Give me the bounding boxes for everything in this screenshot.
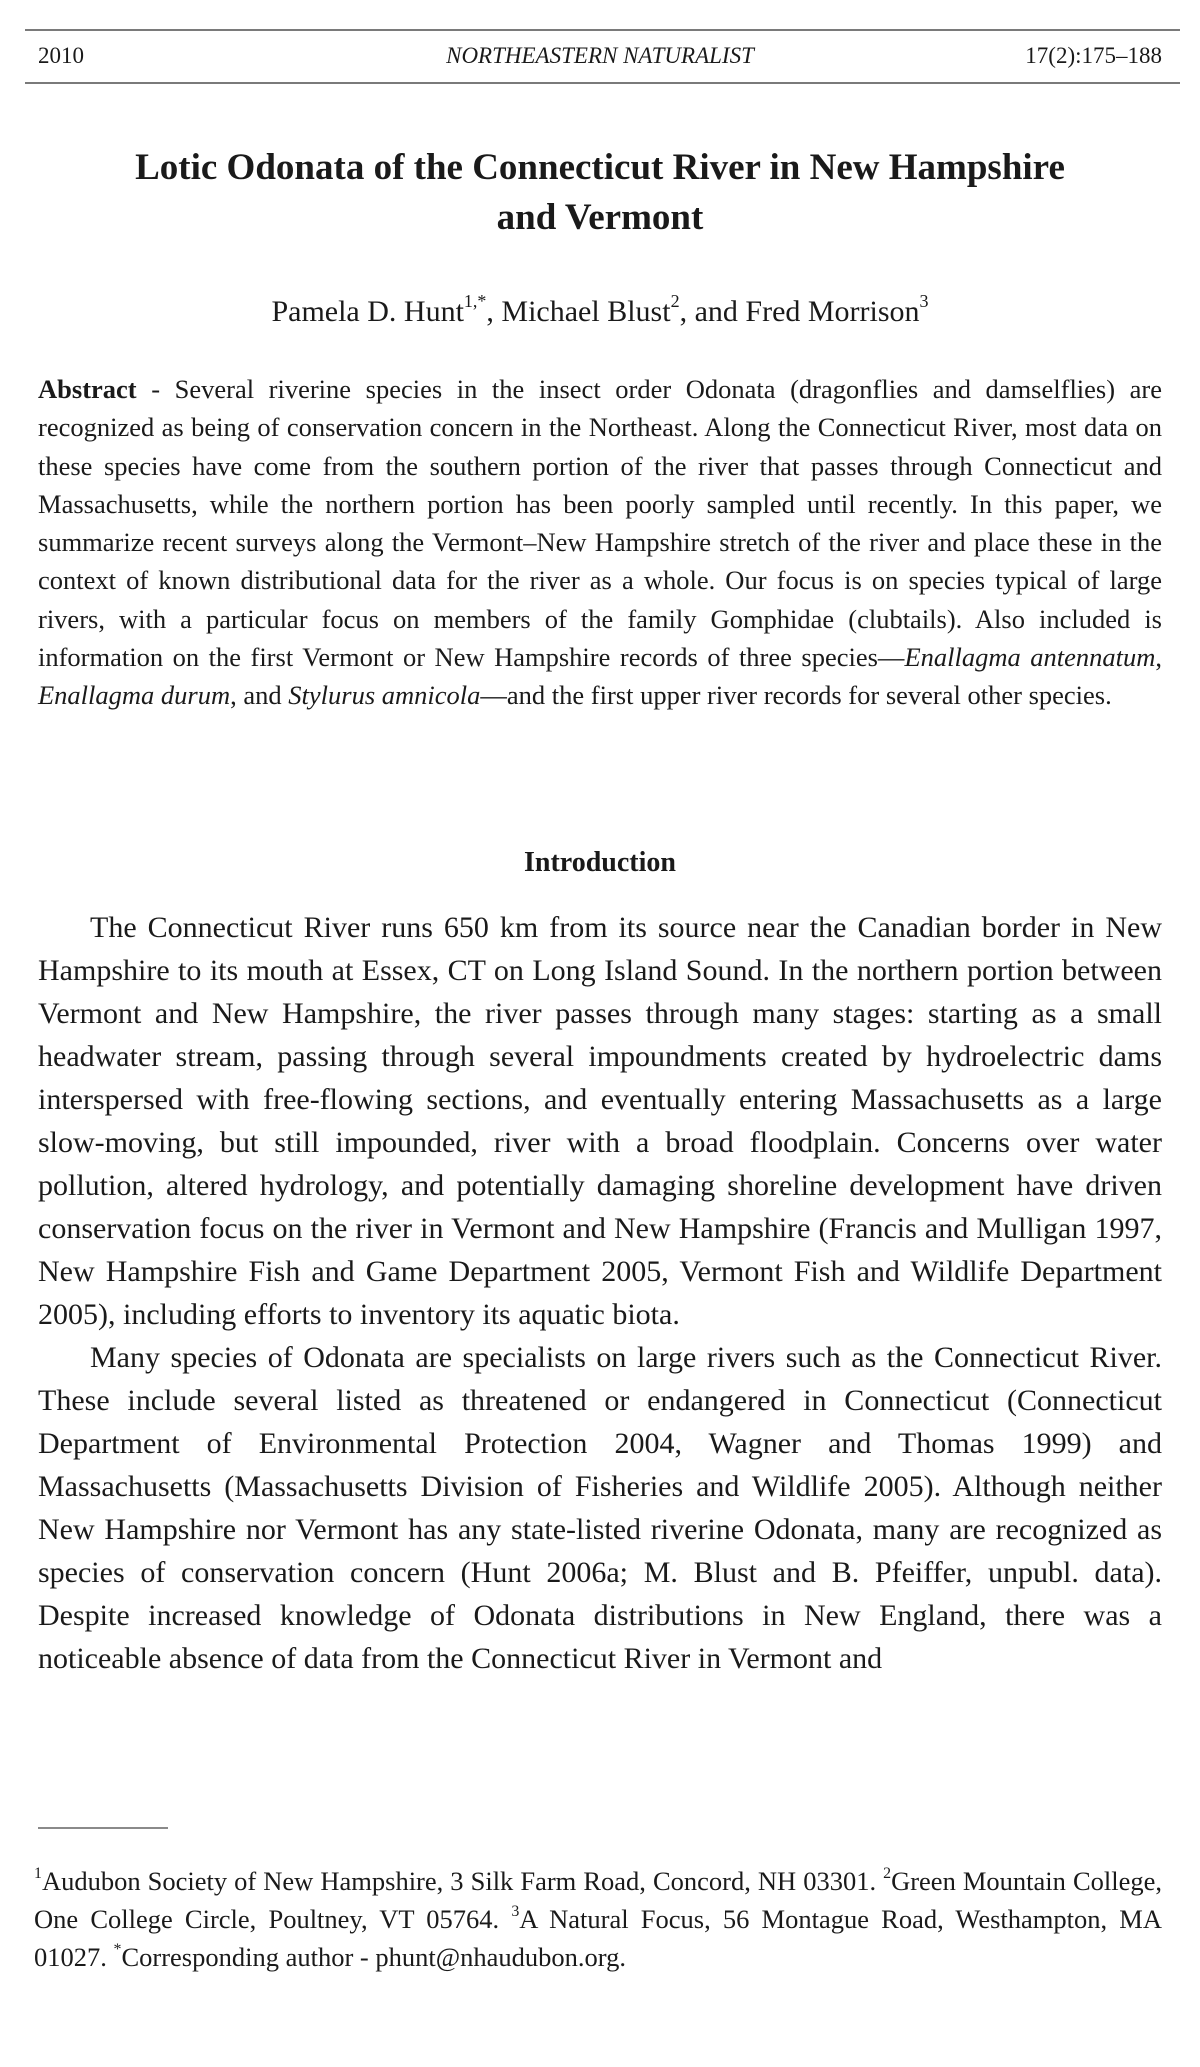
author-affiliation-mark: 1,* — [463, 291, 487, 312]
running-head-journal: NORTHEASTERN NATURALIST — [446, 43, 754, 68]
footnote-corresponding-author: Corresponding author - phunt@nhaudubon.org. — [121, 1942, 626, 1972]
footnote-mark: 3 — [511, 1902, 520, 1920]
paper-title-line-2: and Vermont — [496, 197, 704, 238]
species-name: Enallagma durum — [38, 680, 231, 711]
abstract-dash: - — [136, 374, 175, 404]
abstract-separator: , and — [230, 680, 289, 711]
header-bottom-rule — [25, 82, 1180, 84]
author-name: Michael Blust — [501, 295, 671, 328]
footnote-text — [34, 1862, 1162, 1976]
author-name: Pamela D. Hunt — [271, 295, 464, 328]
body-paragraph: The Connecticut River runs 650 km from its source near the Canadian border in New Hampshire to its mouth at Essex, CT on Long Island Sound. In the northern portion between Vermont and New Hampshire, the river passes through many stages: starting as a small headwater stream, passing through several impoundments created by hydroelectric dams interspersed with free-flowing sections, and eventually entering Massachusetts as a large slow-moving, but still impounded, river with a broad floodplain. Concerns over water pollution, altered hydrology, and potentially damaging shoreline development have driven conservation focus on the river in Vermont and New Hampshire (Francis and Mulligan 1997, New Hampshire Fish and Game Department 2005, Vermont Fish and Wildlife Department 2005), including efforts to inventory its aquatic biota. — [38, 911, 1162, 1331]
author-name: Fred Morrison — [745, 295, 920, 328]
running-head — [38, 39, 1162, 73]
author-separator: , — [486, 295, 502, 328]
author-list — [30, 292, 1170, 332]
abstract — [38, 370, 1162, 715]
header-top-rule — [25, 29, 1180, 31]
abstract-separator: , — [1155, 642, 1162, 673]
abstract-text: Several riverine species in the insect order Odonata (dragonflies and damselflies) are recognized as being of conservation concern in the Northeast. Along the Connecticut River, most data on these species have come from the southern portion of the river that passes through Connecticut and Massachusetts, while the northern portion has been poorly sampled until recently. In this paper, we summarize recent surveys along the Vermont–New Hampshire stretch of the river and place these in the context of known distributional data for the river as a whole. Our focus is on species typical of large rivers, with a particular focus on members of the family Gomphidae (clubtails). Also included is information on the first Vermont or New Hampshire records of three species— — [38, 374, 1162, 673]
footnote-rule — [38, 1827, 168, 1829]
footnote-affiliation: Audubon Society of New Hampshire, 3 Silk Farm Road, Concord, NH 03301. — [41, 1866, 884, 1896]
footnote-affiliation: Green Mountain College, One College Circle, Poultney, VT 05764. — [34, 1866, 1163, 1934]
footnote-affiliation: A Natural Focus, 56 Montague Road, Westhampton, MA 01027. — [34, 1904, 1162, 1972]
abstract-label: Abstract — [38, 374, 137, 404]
species-name: Stylurus amnicola — [288, 680, 481, 711]
introduction-body — [38, 906, 1162, 1680]
species-name: Enallagma antennatum — [904, 642, 1156, 673]
footnote-mark: 1 — [34, 1864, 42, 1882]
running-head-volume-pages: 17(2):175–188 — [1025, 43, 1162, 68]
author-affiliation-mark: 2 — [670, 291, 680, 312]
paper-title-line-1: Lotic Odonata of the Connecticut River in New Hampshire — [135, 147, 1065, 188]
footnote-mark: 2 — [883, 1864, 892, 1882]
paper-title — [30, 143, 1170, 243]
footnotes — [34, 1862, 1162, 1976]
running-head-year: 2010 — [38, 43, 84, 68]
section-heading-introduction: Introduction — [524, 847, 676, 878]
footnote-mark: * — [113, 1940, 122, 1958]
body-paragraph: Many species of Odonata are specialists on large rivers such as the Connecticut River. These include several listed as threatened or endangered in Connecticut (Connecticut Department of Environmental Protection 2004, Wagner and Thomas 1999) and Massachusetts (Massachusetts Division of Fisheries and Wildlife 2005). Although neither New Hampshire nor Vermont has any state-listed riverine Odonata, many are recognized as species of conservation concern (Hunt 2006a; M. Blust and B. Pfeiffer, unpubl. data). Despite increased knowledge of Odonata distributions in New England, there was a noticeable absence of data from the Connecticut River in Vermont and — [38, 1341, 1162, 1675]
author-affiliation-mark: 3 — [919, 291, 929, 312]
abstract-text: —and the first upper river records for several other species. — [480, 680, 1112, 711]
author-separator: , and — [679, 295, 746, 328]
